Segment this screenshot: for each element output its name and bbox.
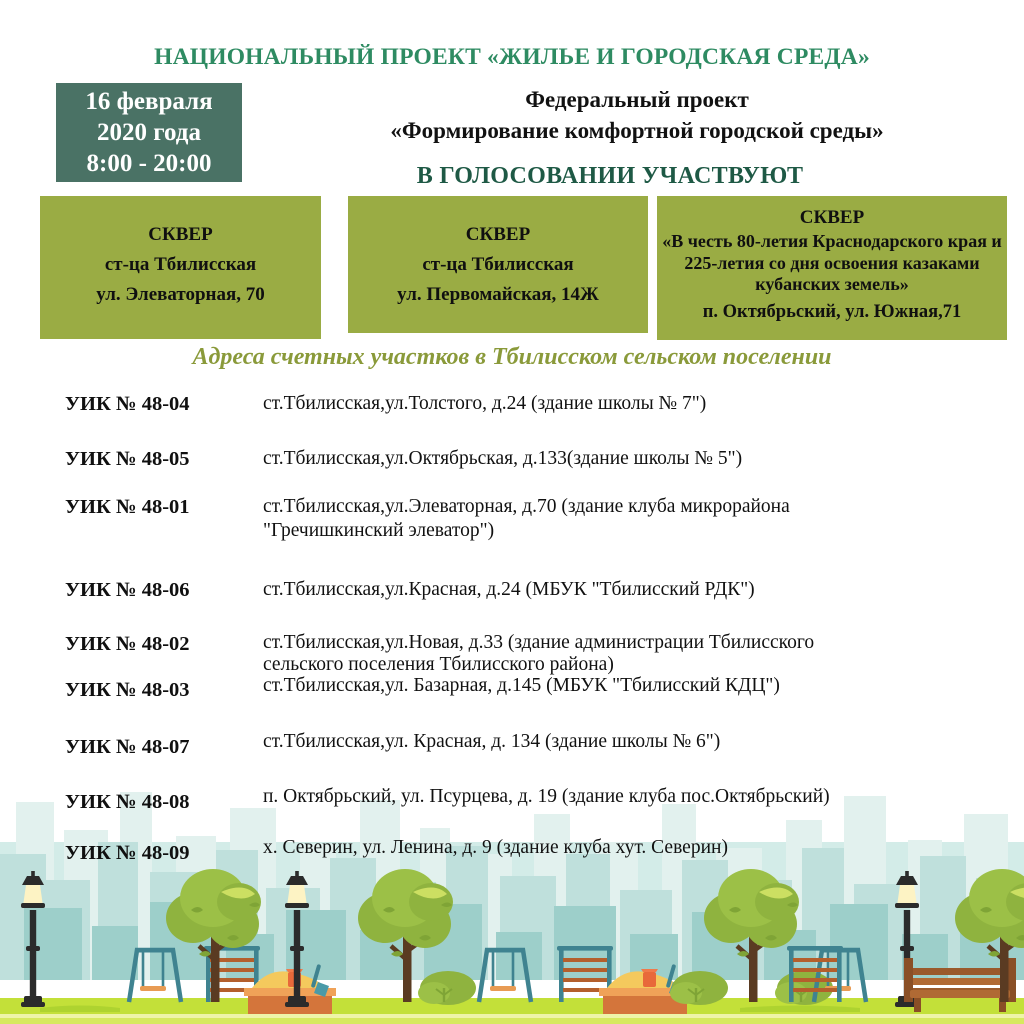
- uik-address: [263, 674, 1015, 698]
- uik-code: УИК № 48-04: [65, 393, 190, 415]
- uik-address-line1: ст.Тбилисская,ул.Толстого, д.24 (здание школы № 7"): [263, 393, 707, 414]
- square-card-2-settlement: ст-ца Тбилисская: [422, 254, 574, 275]
- square-card-3-address: п. Октябрьский, ул. Южная,71: [702, 301, 962, 322]
- uik-code: УИК № 48-06: [65, 579, 190, 601]
- voting-hours: 8:00 - 20:00: [86, 150, 212, 177]
- uik-address-line1: ст.Тбилисская,ул.Октябрьская, д.133(здание школы № 5"): [263, 448, 743, 469]
- square-card-2-type: СКВЕР: [465, 224, 531, 245]
- uik-code: УИК № 48-05: [65, 448, 190, 470]
- uik-address: [263, 392, 1015, 416]
- uik-address-line1: х. Северин, ул. Ленина, д. 9 (здание клуба хут. Северин): [263, 837, 728, 858]
- uik-code: УИК № 48-09: [65, 842, 190, 864]
- scene-grass-lower: [0, 1018, 1024, 1024]
- square-card-3-type: СКВЕР: [799, 207, 865, 228]
- voting-date-year: 2020 года: [97, 119, 201, 146]
- federal-project-name: «Формирование комфортной городской среды»: [390, 118, 884, 143]
- uik-code: УИК № 48-07: [65, 736, 190, 758]
- uik-address: [263, 730, 1015, 754]
- square-card-1: [40, 196, 321, 339]
- uik-address-line1: ст.Тбилисская,ул. Красная, д. 134 (здание школы № 6"): [263, 731, 721, 752]
- square-card-1-address: ул. Элеваторная, 70: [96, 284, 265, 305]
- park-illustration: [0, 784, 1024, 1024]
- uik-address-line1: ст.Тбилисская,ул.Красная, д.24 (МБУК "Тбилисский РДК"): [263, 579, 755, 600]
- uik-code: УИК № 48-01: [65, 496, 190, 518]
- square-card-2: [348, 196, 648, 333]
- uik-code: УИК № 48-03: [65, 679, 190, 701]
- polling-stations-heading: Адреса счетных участков в Тбилисском сельском поселении: [192, 344, 832, 370]
- federal-project-block: [250, 85, 1024, 147]
- square-card-1-type: СКВЕР: [148, 224, 213, 245]
- uik-address: [263, 578, 1015, 602]
- uik-address: [263, 785, 1015, 809]
- uik-address: [263, 632, 1015, 676]
- uik-address-line1: ст.Тбилисская,ул. Базарная, д.145 (МБУК "Тбилисский КДЦ"): [263, 675, 780, 696]
- uik-code: УИК № 48-08: [65, 791, 190, 813]
- square-card-2-address: ул. Первомайская, 14Ж: [397, 284, 599, 305]
- square-card-1-settlement: ст-ца Тбилисская: [104, 254, 257, 275]
- federal-project-label: Федеральный проект: [525, 87, 749, 112]
- voting-date-day: 16 февраля: [85, 88, 213, 115]
- uik-code: УИК № 48-02: [65, 633, 190, 655]
- square-card-3: [657, 196, 1007, 340]
- uik-address: [263, 495, 1015, 543]
- page-title: НАЦИОНАЛЬНЫЙ ПРОЕКТ «ЖИЛЬЕ И ГОРОДСКАЯ СРЕДА»: [154, 44, 870, 70]
- uik-address-line1: п. Октябрьский, ул. Псурцева, д. 19 (здание клуба пос.Октябрьский): [263, 786, 830, 807]
- voting-date-box: [56, 83, 242, 182]
- uik-address-line2: сельского поселения Тбилисского района): [263, 654, 614, 675]
- square-card-3-name: «В честь 80-летия Краснодарского края и 225-летия со дня освоения казаками кубанских земель»: [662, 231, 1002, 294]
- uik-address: [263, 836, 1015, 860]
- uik-address-line1: ст.Тбилисская,ул.Элеваторная, д.70 (здание клуба микрорайона: [263, 496, 790, 517]
- uik-address-line1: ст.Тбилисская,ул.Новая, д.33 (здание администрации Тбилисского: [263, 632, 815, 653]
- uik-address-line2: "Гречишкинский элеватор"): [263, 520, 495, 541]
- voting-participants-heading: В ГОЛОСОВАНИИ УЧАСТВУЮТ: [416, 163, 804, 189]
- scene-grass-highlight: [0, 1014, 1024, 1018]
- uik-address: [263, 447, 1015, 471]
